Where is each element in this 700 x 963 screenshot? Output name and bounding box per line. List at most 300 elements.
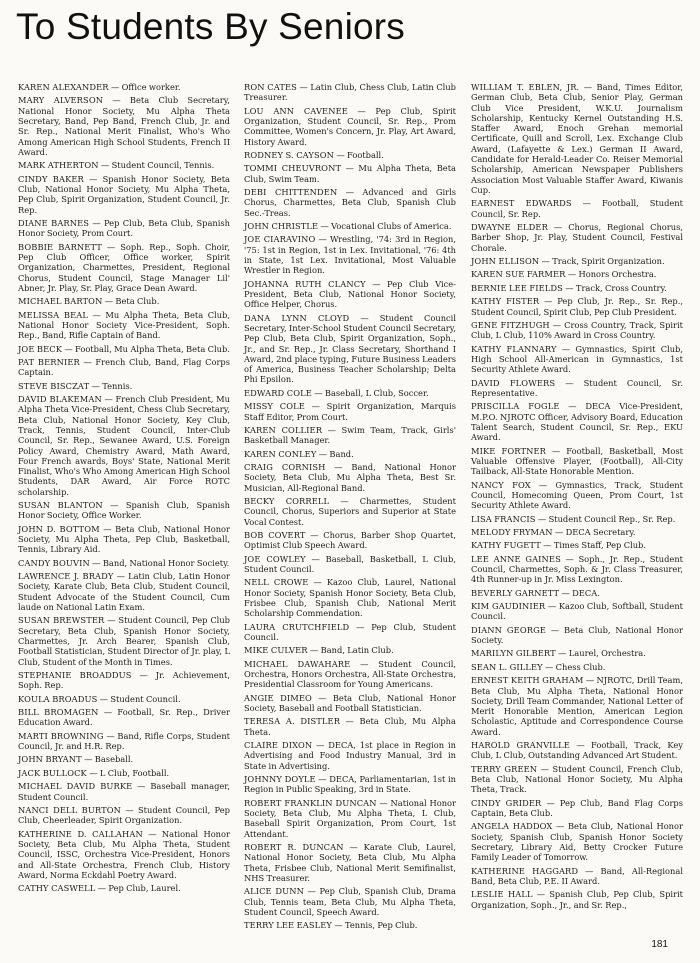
name-separator: — bbox=[541, 797, 560, 808]
senior-activities: Tennis, Pep Club. bbox=[344, 920, 418, 931]
name-separator: — bbox=[559, 587, 573, 598]
senior-activities: Baseball manager, Student Council. bbox=[18, 781, 230, 802]
senior-name: BILL BROMAGEN bbox=[18, 707, 99, 718]
senior-name: DAVID BLAKEMAN bbox=[18, 394, 102, 405]
senior-entry bbox=[471, 625, 683, 646]
name-separator: — bbox=[562, 282, 576, 293]
senior-entry bbox=[244, 554, 456, 575]
name-separator: — bbox=[559, 401, 586, 412]
name-separator: — bbox=[539, 256, 553, 267]
senior-activities: Beta Club Secretary, National Honor Society, Mu Alpha Theta Secretary, Band, Pep Band, French Club, Jr. and Sr. Rep., National Merit Finalist, Who's Who Among American High School Students, French II Award. bbox=[18, 95, 230, 157]
senior-activities: NJROTC, Drill Team, Beta Club, Mu Alpha Theta, National Honor Society, Drill Team Commander, National Letter of Merit Honorable Mention, American Legion Scholastic, Aptitude and Correspondence Course Award. bbox=[471, 675, 683, 737]
senior-entry bbox=[18, 707, 230, 728]
senior-name: MIKE FORTNER bbox=[471, 445, 546, 456]
name-separator: — bbox=[578, 865, 601, 876]
name-separator: — bbox=[552, 821, 568, 832]
name-separator: — bbox=[98, 160, 112, 171]
senior-activities: Soph., Jr. Rep., Student Council, Charmettes, Soph. & Jr. Class Treasurer, 4th Runner-up in Jr. Miss Lexington. bbox=[471, 553, 683, 585]
senior-entry bbox=[244, 401, 456, 422]
senior-entry bbox=[18, 242, 230, 293]
name-separator: — bbox=[87, 309, 106, 320]
senior-entry bbox=[244, 150, 456, 160]
senior-activities: Football, Basketball, Most Valuable Offensive Player, (Football), All-City Tailback, All-State Honorable Mention. bbox=[471, 445, 683, 477]
senior-name: LESLIE HALL bbox=[471, 889, 533, 900]
name-separator: — bbox=[535, 513, 549, 524]
senior-name: JACK BULLOCK bbox=[18, 767, 87, 778]
name-separator: — bbox=[97, 693, 111, 704]
senior-entry bbox=[18, 615, 230, 666]
name-separator: — bbox=[108, 82, 122, 92]
senior-entry bbox=[244, 659, 456, 690]
senior-name: MARILYN GILBERT bbox=[471, 648, 556, 659]
senior-name: NELL CROWE bbox=[244, 577, 309, 588]
senior-name: CINDY BAKER bbox=[18, 173, 84, 184]
name-separator: — bbox=[537, 763, 553, 774]
name-separator: — bbox=[349, 621, 372, 632]
senior-entry bbox=[471, 344, 683, 375]
senior-entry bbox=[471, 283, 683, 293]
senior-activities: Football, Track, Key Club, L Club, Outstanding Advanced Art Student. bbox=[471, 740, 683, 761]
senior-name: KAREN CONLEY bbox=[244, 448, 317, 459]
name-separator: — bbox=[79, 356, 96, 367]
senior-activities: Beta Club, National Honor Society, Mu Alpha Theta, Pep Club, Basketball, Tennis, Library Aid. bbox=[18, 523, 231, 555]
senior-activities: Mu Alpha Theta, Beta Club, Swim Team. bbox=[244, 163, 456, 184]
senior-entry bbox=[471, 588, 683, 598]
name-separator: — bbox=[89, 557, 103, 568]
name-separator: — bbox=[86, 767, 100, 778]
senior-entry bbox=[471, 378, 683, 399]
senior-activities: Chess Club. bbox=[555, 661, 606, 672]
page-title: To Students By Seniors bbox=[16, 6, 405, 47]
name-separator: — bbox=[555, 377, 584, 388]
senior-activities: Band, Times Editor, German Club, Beta Club, Senior Play, German Club Vice President, W.K.U. Journalism Scholarship, Kentucky Kernel Outstanding H.S. Staffer Award, Enoch Grehan memorial Certificate, Quill and Scroll, Lex. Exchange Club Award, (Lafayette & Lex.) German II Award, Candidate for Herald-Leader Co. Reiser Memorial Scholarship, American Newspaper Publishers Association Most Valuable Staffer Award, Kiwanis Cup. bbox=[471, 82, 683, 195]
name-separator: — bbox=[315, 234, 330, 245]
senior-name: ROBERT FRANKLIN DUNCAN bbox=[244, 797, 377, 808]
senior-entry bbox=[471, 764, 683, 795]
name-separator: — bbox=[303, 886, 320, 897]
senior-name: HAROLD GRANVILLE bbox=[471, 740, 570, 751]
senior-name: MISSY COLE bbox=[244, 401, 305, 412]
senior-name: BOB COVERT bbox=[244, 529, 306, 540]
senior-activities: Spanish Club, Pep Club, Spirit Organization, Soph., Jr., and Sr. Rep., bbox=[471, 889, 683, 910]
name-separator: — bbox=[340, 716, 360, 727]
senior-entry bbox=[18, 524, 230, 555]
senior-entry bbox=[18, 500, 230, 521]
senior-activities: Tennis. bbox=[102, 380, 133, 391]
senior-name: JOE COWLEY bbox=[244, 553, 306, 564]
senior-entry bbox=[471, 198, 683, 219]
senior-name: EARNEST EDWARDS bbox=[471, 198, 572, 209]
senior-name: NANCI DELL BURTON bbox=[18, 804, 122, 815]
senior-activities: Pep Club Vice-President, Beta Club, National Honor Society, Office Helper, Chorus. bbox=[244, 278, 456, 310]
senior-name: ANGELA HADDOX bbox=[471, 821, 553, 832]
senior-entry bbox=[18, 571, 230, 612]
senior-activities: L Club, Football. bbox=[99, 767, 170, 778]
senior-entry bbox=[18, 357, 230, 378]
senior-entry bbox=[244, 842, 456, 883]
senior-name: PAT BERNIER bbox=[18, 356, 80, 367]
senior-name: MICHAEL DAVID BURKE bbox=[18, 781, 133, 792]
senior-activities: Student Council, Orchestra, Honors Orchestra, All-State Orchestra, Presidential Classroom for Young Americans. bbox=[244, 658, 456, 690]
senior-entry bbox=[18, 781, 230, 802]
senior-activities: Karate Club, Laurel, National Honor Society, Beta Club, Mu Alpha Theta, Frisbee Club, National Merit Semifinalist, NHS Treasurer. bbox=[244, 842, 456, 883]
senior-entry bbox=[471, 601, 683, 622]
senior-entry bbox=[244, 496, 456, 527]
senior-entry bbox=[471, 740, 683, 761]
senior-name: STEPHANIE BROADDUS bbox=[18, 670, 132, 681]
senior-entry bbox=[471, 480, 683, 511]
senior-name: JOHN BRYANT bbox=[18, 754, 82, 765]
senior-entry bbox=[18, 883, 230, 893]
senior-name: CRAIG CORNISH bbox=[244, 462, 326, 473]
senior-activities: Charmettes, Student Council, Chorus, Superiors and Superior at State Vocal Contest. bbox=[244, 496, 456, 527]
senior-activities: DECA. bbox=[572, 587, 600, 598]
senior-entry bbox=[244, 449, 456, 459]
senior-name: CANDY BOUVIN bbox=[18, 557, 90, 568]
senior-activities: Student Council, Sr. Representative. bbox=[471, 377, 683, 398]
senior-name: CLAIRE DIXON bbox=[244, 740, 313, 751]
senior-entry bbox=[18, 394, 230, 497]
name-separator: — bbox=[89, 380, 103, 391]
senior-activities: DECA, Parliamentarian, 1st in Region in Public Speaking, 3rd in State. bbox=[244, 774, 456, 795]
senior-entry bbox=[18, 310, 230, 341]
senior-name: ROBERT R. DUNCAN bbox=[244, 842, 344, 853]
senior-activities: French Club, Band, Flag Corps Captain. bbox=[18, 356, 230, 378]
name-separator: — bbox=[307, 645, 321, 656]
name-separator: — bbox=[331, 920, 345, 931]
senior-entry bbox=[244, 577, 456, 618]
name-separator: — bbox=[542, 661, 556, 672]
name-separator: — bbox=[539, 296, 558, 307]
senior-activities: French Club President, Mu Alpha Theta Vice-President, Chess Club Secretary, Beta Club, National Honor Society, Key Club, Track, Tennis, Student Council, Inter-Club Council, Sr. Rep., Sewanee Award, U.S. Foreign Policy Award, Chemistry Award, Math Award, Four French awards, Boys' State, National Merit Finalist, Who's Who Among American High School Students, DAR Award, Air Force ROTC scholarship. bbox=[18, 394, 230, 497]
senior-name: TOMMI CHEUVRONT bbox=[244, 163, 342, 174]
senior-activities: Laurel, Orchestra. bbox=[568, 648, 646, 659]
senior-entry bbox=[471, 514, 683, 524]
senior-activities: Office worker. bbox=[121, 82, 181, 92]
name-separator: — bbox=[89, 217, 104, 228]
senior-name: TERESA A. DISTLER bbox=[244, 716, 341, 727]
senior-activities: Beta Club, National Honor Society, Baseball and Football Statistician. bbox=[244, 692, 456, 713]
senior-name: ERNEST KEITH GRAHAM bbox=[471, 675, 584, 686]
senior-activities: Beta Club, Mu Alpha Theta. bbox=[244, 716, 456, 737]
name-separator: — bbox=[350, 658, 379, 669]
senior-activities: Band, National Honor Society. bbox=[102, 557, 230, 568]
senior-entry bbox=[244, 920, 456, 930]
senior-activities: Kazoo Club, Softball, Student Council. bbox=[471, 601, 683, 622]
senior-activities: Football, Mu Alpha Theta, Beta Club. bbox=[75, 343, 230, 354]
senior-activities: Vocational Clubs of America. bbox=[331, 221, 452, 232]
senior-activities: Student Council, Tennis. bbox=[111, 160, 215, 171]
name-separator: — bbox=[579, 82, 597, 92]
senior-entry bbox=[471, 256, 683, 266]
senior-entry bbox=[244, 221, 456, 231]
senior-activities: Student Council Secretary, Inter-School Student Council Secretary, Pep Club, Beta Club, Spirit Organization, Soph., Jr., and Sr. Rep., Jr. Class Secretary, Shorthand I Award, 2nd place typing, Future Business Leaders of America, Business Teacher Scholarship; Delta Phi Epsilon. bbox=[244, 312, 456, 385]
senior-name: KIM GAUDINIER bbox=[471, 601, 546, 612]
senior-entry bbox=[244, 279, 456, 310]
name-separator: — bbox=[583, 675, 597, 686]
senior-name: RODNEY S. CAYSON bbox=[244, 149, 335, 160]
name-separator: — bbox=[376, 797, 391, 808]
senior-entry bbox=[244, 622, 456, 643]
senior-name: LAWRENCE J. BRADY bbox=[18, 571, 114, 582]
senior-entry bbox=[471, 554, 683, 585]
senior-name: LAURA CRUTCHFIELD bbox=[244, 621, 350, 632]
senior-activities: Baseball. bbox=[94, 754, 134, 765]
senior-activities: Band. bbox=[329, 448, 354, 459]
senior-entry bbox=[18, 381, 230, 391]
senior-entry bbox=[244, 388, 456, 398]
senior-name: ALICE DUNN bbox=[244, 886, 304, 897]
senior-activities: Latin Club, Chess Club, Latin Club Treasurer. bbox=[244, 82, 456, 103]
name-separator: — bbox=[556, 343, 576, 354]
name-separator: — bbox=[312, 740, 329, 751]
senior-activities: Baseball, L Club, Soccer. bbox=[324, 387, 429, 398]
senior-entry bbox=[18, 558, 230, 568]
name-separator: — bbox=[101, 394, 116, 405]
senior-activities: Track, Cross Country. bbox=[575, 282, 667, 293]
senior-entry bbox=[18, 95, 230, 157]
name-separator: — bbox=[83, 173, 103, 184]
senior-activities: Student Council, French Club, Beta Club, National Honor Society, Mu Alpha Theta, Track. bbox=[471, 763, 683, 795]
name-separator: — bbox=[532, 889, 550, 900]
senior-name: JOHN ELLISON bbox=[471, 256, 540, 267]
senior-name: TERRY GREEN bbox=[471, 763, 538, 774]
name-separator: — bbox=[571, 198, 602, 209]
senior-activities: Football, Sr. Rep., Driver Education Award. bbox=[18, 707, 230, 728]
senior-activities: Spanish Honor Society, Beta Club, National Honor Society, Mu Alpha Theta, Pep Club, Spirit Organization, Student Council, Jr. Rep. bbox=[18, 173, 230, 215]
senior-activities: Student Council, Pep Club, Cheerleader, Spirit Organization. bbox=[18, 804, 230, 826]
senior-entry bbox=[471, 821, 683, 862]
senior-name: DANA LYNN CLOYD bbox=[244, 312, 350, 323]
senior-name: JOHNNY DOYLE bbox=[244, 774, 316, 785]
name-separator: — bbox=[343, 842, 364, 853]
senior-activities: Beta Club. bbox=[115, 296, 160, 307]
name-separator: — bbox=[540, 540, 554, 551]
senior-name: BECKY CORRELL bbox=[244, 496, 330, 506]
senior-activities: Pep Club, Jr. Rep., Sr. Rep., Student Council, Spirit Club, Pep Club President. bbox=[471, 296, 683, 317]
senior-name: KOULA BROADUS bbox=[18, 693, 98, 704]
senior-name: MARK ATHERTON bbox=[18, 160, 99, 171]
senior-activities: DECA Secretary. bbox=[565, 526, 636, 537]
senior-activities: Chorus, Regional Chorus, Barber Shop, Jr. Play, Student Council, Festival Chorale. bbox=[471, 222, 683, 253]
name-separator: — bbox=[322, 424, 342, 435]
senior-entry bbox=[18, 829, 230, 880]
senior-name: MICHAEL DAWAHARE bbox=[244, 658, 351, 669]
name-separator: — bbox=[99, 523, 116, 534]
senior-activities: Student Council. bbox=[110, 693, 181, 704]
senior-name: GENE FITZHUGH bbox=[471, 319, 550, 330]
senior-activities: Pep Club, Laurel. bbox=[108, 883, 181, 894]
senior-name: DWAYNE ELDER bbox=[471, 222, 548, 233]
senior-entry bbox=[244, 530, 456, 551]
senior-name: DEBI CHITTENDEN bbox=[244, 187, 338, 198]
senior-activities: Track, Spirit Organization. bbox=[552, 256, 665, 267]
senior-activities: DECA, 1st place in Region in Advertising and Food Industry Manual, 3rd in State in Advertising. bbox=[244, 740, 456, 771]
senior-name: WILLIAM T. EBLEN, JR. bbox=[471, 82, 580, 92]
senior-entry bbox=[18, 731, 230, 752]
senior-activities: National Honor Society, Beta Club, Mu Alpha Theta, L Club, Baseball Spirit Organization, Prom Court, 1st Attendant. bbox=[244, 797, 456, 839]
senior-activities: Advanced and Girls Chorus, Charmettes, Beta Club, Spanish Club Sec.-Treas. bbox=[244, 187, 456, 218]
senior-name: MELISSA BEAL bbox=[18, 309, 88, 320]
senior-name: CATHY CASWELL bbox=[18, 883, 96, 894]
senior-name: CINDY GRIDER bbox=[471, 797, 542, 808]
senior-entry bbox=[18, 218, 230, 239]
senior-entry bbox=[471, 662, 683, 672]
senior-entry bbox=[244, 886, 456, 917]
senior-activities: Kazoo Club, Laurel, National Honor Society, Spanish Honor Society, Beta Club, Frisbee Club, Spanish Club, National Merit Scholarship Commendation. bbox=[244, 577, 456, 619]
senior-entry bbox=[471, 446, 683, 477]
name-separator: — bbox=[81, 754, 95, 765]
senior-activities: Student Council Rep., Sr. Rep. bbox=[548, 513, 676, 524]
name-separator: — bbox=[547, 222, 569, 233]
senior-name: JOHN CHRISTLE bbox=[244, 221, 319, 232]
senior-entry bbox=[471, 798, 683, 819]
senior-name: JOE CIARAVINO bbox=[244, 234, 316, 245]
senior-name: MIKE CULVER bbox=[244, 645, 308, 656]
name-separator: — bbox=[555, 648, 569, 659]
name-separator: — bbox=[102, 296, 116, 307]
senior-entry bbox=[471, 296, 683, 317]
senior-name: DAVID FLOWERS bbox=[471, 377, 556, 388]
name-separator: — bbox=[296, 82, 311, 92]
senior-name: KATHY FLANNARY bbox=[471, 343, 557, 354]
senior-entry bbox=[18, 82, 230, 92]
senior-activities: Band, Rifle Corps, Student Council, Jr. and H.R. Rep. bbox=[18, 730, 230, 752]
senior-name: NANCY FOX bbox=[471, 479, 531, 490]
name-separator: — bbox=[304, 401, 327, 412]
page-number: 181 bbox=[651, 939, 668, 950]
senior-name: LISA FRANCIS bbox=[471, 513, 536, 524]
column-1 bbox=[18, 82, 230, 897]
column-3 bbox=[471, 82, 683, 913]
senior-entry bbox=[244, 693, 456, 714]
senior-activities: National Honor Society, Beta Club, Mu Alpha Theta, Student Council, ISSC, Orchestra Vice-President, Honors and All-State Orchestra, French Club, History Award, Norma Eckdahl Poetry Award. bbox=[18, 828, 230, 880]
senior-activities: DECA Vice-President, M.P.O. NJROTC Officer, Advisory Board, Education Talent Search, Student Council, Sr. Rep., EKU Award. bbox=[471, 401, 683, 443]
senior-activities: Wrestling, '74: 3rd in Region, '75: 1st in Region, 1st in Lex. Invitational, '76: 4th in State, 1st Lex. Invitational, Most Valuable Wrestler in Region. bbox=[244, 234, 456, 276]
senior-activities: Jr. Achievement, Soph. Rep. bbox=[18, 670, 230, 691]
name-separator: — bbox=[131, 670, 156, 681]
senior-name: MICHAEL BARTON bbox=[18, 296, 103, 307]
senior-activities: Football. bbox=[347, 149, 384, 160]
senior-activities: Chorus, Barber Shop Quartet, Optimist Club Speech Award. bbox=[244, 529, 456, 551]
name-separator: — bbox=[530, 479, 556, 490]
name-separator: — bbox=[311, 692, 333, 703]
senior-entry bbox=[18, 768, 230, 778]
senior-activities: Football, Student Council, Sr. Rep. bbox=[471, 198, 683, 219]
name-separator: — bbox=[546, 445, 567, 456]
senior-entry bbox=[244, 774, 456, 795]
name-separator: — bbox=[104, 615, 119, 626]
senior-activities: Band, Latin Club. bbox=[320, 645, 394, 656]
senior-entry bbox=[471, 540, 683, 550]
senior-activities: Soph. Rep., Soph. Choir, Pep Club Officer, Office worker, Spirit Organization, Charmettes, President, Regional Chorus, Student Council, Stage Manager Lil' Abner, Jr. Play, Sr. Play, Grace Dean Award. bbox=[18, 241, 230, 293]
senior-name: KATHY FUGETT bbox=[471, 540, 541, 551]
senior-entry bbox=[471, 675, 683, 737]
name-separator: — bbox=[308, 577, 327, 588]
name-separator: — bbox=[95, 883, 109, 894]
name-separator: — bbox=[549, 319, 565, 330]
senior-name: SUSAN BREWSTER bbox=[18, 615, 105, 626]
senior-name: MELODY FRYMAN bbox=[471, 526, 553, 537]
name-separator: — bbox=[365, 278, 388, 289]
name-separator: — bbox=[315, 774, 330, 785]
senior-name: TERRY LEE EASLEY bbox=[244, 920, 332, 931]
senior-name: SEAN L. GILLEY bbox=[471, 661, 543, 672]
senior-name: BEVERLY GARNETT bbox=[471, 587, 560, 598]
name-separator: — bbox=[305, 553, 326, 564]
senior-entry bbox=[244, 187, 456, 218]
senior-entry bbox=[18, 174, 230, 215]
name-separator: — bbox=[62, 343, 76, 354]
senior-entry bbox=[244, 716, 456, 737]
name-separator: — bbox=[305, 529, 324, 540]
senior-activities: Beta Club, National Honor Society. bbox=[471, 624, 683, 646]
name-separator: — bbox=[552, 526, 566, 537]
name-separator: — bbox=[318, 221, 332, 232]
senior-activities: Gymnastics, Track, Student Council, Homecoming Queen, Prom Court, 1st Security Athlete Award. bbox=[471, 479, 683, 511]
senior-name: KATHY FISTER bbox=[471, 296, 540, 307]
name-separator: — bbox=[142, 828, 162, 839]
senior-activities: Pep Club, Beta Club, Spanish Honor Society, Prom Court. bbox=[18, 217, 230, 239]
senior-activities: Gymnastics, Spirit Club, High School All-American in Gymnastics, 1st Security Athlete Award. bbox=[471, 343, 683, 375]
senior-entry bbox=[18, 694, 230, 704]
senior-activities: Pep Club, Student Council. bbox=[244, 621, 456, 642]
senior-activities: Pep Club, Spirit Organization, Student Council, Sr. Rep., Prom Committee, Women's Concern, Jr. Play, Art Award, History Award. bbox=[244, 105, 456, 147]
senior-entry bbox=[244, 462, 456, 493]
senior-activities: Pep Club, Spanish Club, Drama Club, Tennis team, Beta Club, Mu Alpha Theta, Student Council, Speech Award. bbox=[244, 886, 456, 917]
name-separator: — bbox=[545, 624, 565, 635]
senior-entry bbox=[471, 320, 683, 341]
senior-entry bbox=[18, 805, 230, 826]
senior-entry bbox=[18, 670, 230, 691]
senior-entry bbox=[471, 401, 683, 442]
senior-name: PRISCILLA FOGLE bbox=[471, 401, 560, 412]
name-separator: — bbox=[103, 95, 130, 106]
senior-name: KAREN COLLIER bbox=[244, 424, 323, 435]
name-separator: — bbox=[316, 448, 330, 459]
senior-name: KAREN SUE FARMER bbox=[471, 269, 566, 280]
senior-entry bbox=[244, 234, 456, 275]
name-separator: — bbox=[103, 730, 118, 741]
name-separator: — bbox=[325, 462, 352, 473]
name-separator: — bbox=[347, 105, 376, 116]
senior-entry bbox=[244, 798, 456, 839]
senior-name: BERNIE LEE FIELDS bbox=[471, 282, 563, 293]
senior-entry bbox=[18, 160, 230, 170]
senior-activities: Band, National Honor Society, Beta Club, Mu Alpha Theta, Best Sr. Musician, All-Regional Band. bbox=[244, 462, 456, 493]
senior-entry bbox=[471, 866, 683, 887]
senior-name: EDWARD COLE bbox=[244, 387, 312, 398]
name-separator: — bbox=[311, 387, 325, 398]
name-separator: — bbox=[329, 496, 360, 506]
senior-entry bbox=[244, 740, 456, 771]
senior-activities: Band, All-Regional Band, Beta Club, P.E. II Award. bbox=[471, 865, 683, 887]
name-separator: — bbox=[337, 187, 363, 198]
name-separator: — bbox=[334, 149, 348, 160]
senior-name: STEVE BISCZAT bbox=[18, 380, 90, 391]
senior-entry bbox=[244, 645, 456, 655]
senior-entry bbox=[471, 269, 683, 279]
column-2 bbox=[244, 82, 456, 934]
senior-name: JOHN D. BOTTOM bbox=[18, 523, 100, 534]
senior-name: DIANN GEORGE bbox=[471, 624, 546, 635]
senior-name: LOU ANN CAVENEE bbox=[244, 105, 348, 116]
senior-entry bbox=[471, 889, 683, 910]
senior-activities: Spanish Club, Spanish Honor Society, Office Worker. bbox=[18, 500, 230, 521]
senior-activities: Student Council, Pep Club Secretary, Beta Club, Spanish Honor Society, Charmettes, Jr. Arch Bearer, Spanish Club, Football Statistician, Student Director of Jr. play, L Club, Student of the Month in Times. bbox=[18, 615, 230, 667]
senior-name: SUSAN BLANTON bbox=[18, 500, 103, 511]
senior-activities: Cross Country, Track, Spirit Club, L Club, 110% Award in Cross Country. bbox=[471, 319, 683, 341]
